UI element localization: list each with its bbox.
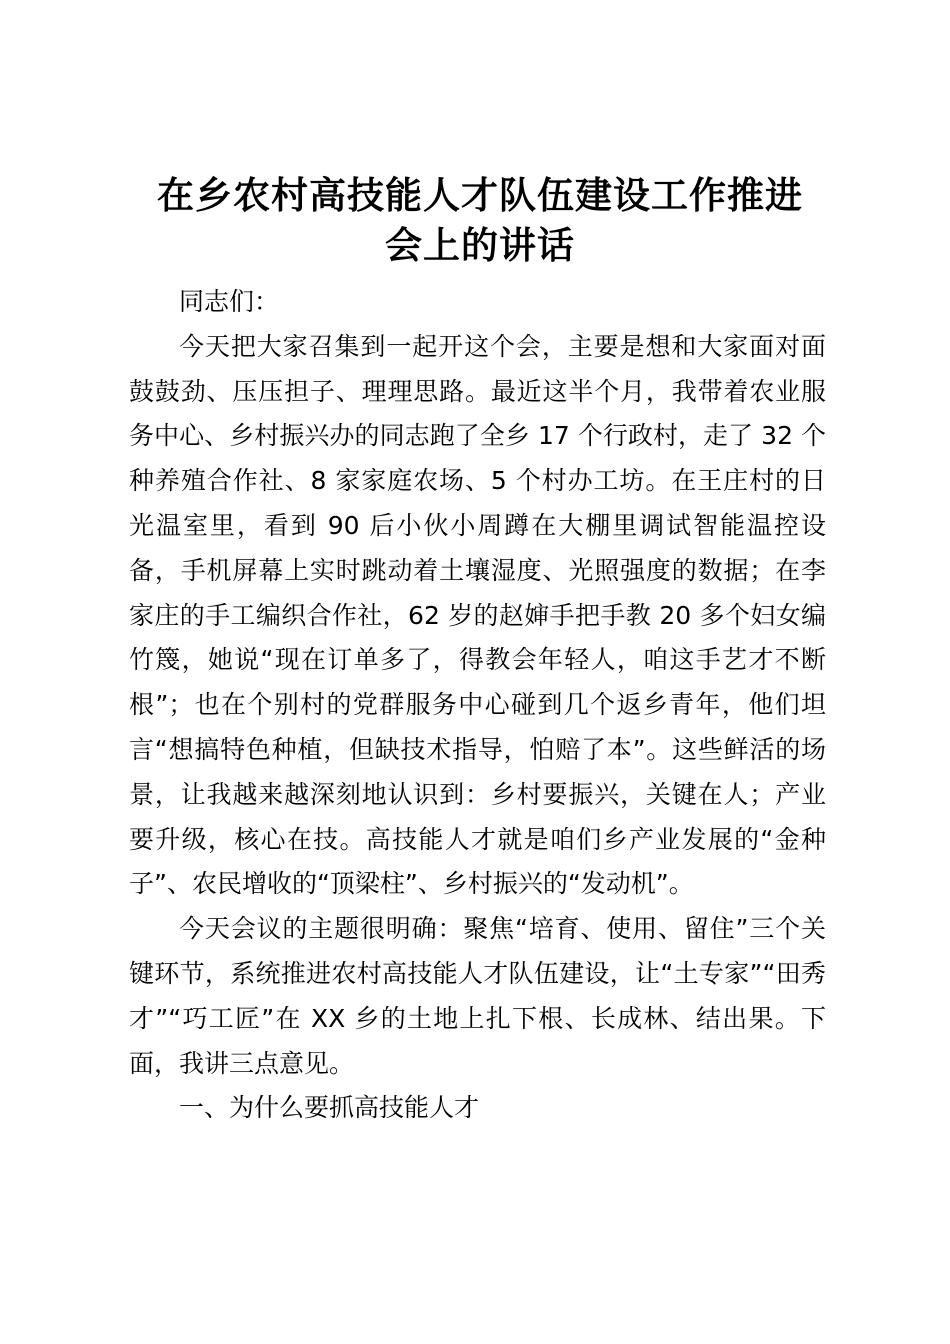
paragraph-1: 今天把大家召集到一起开这个会，主要是想和大家面对面鼓鼓劲、压压担子、理理思路。最近这半个月，我带着农业服务中心、乡村振兴办的同志跑了全乡 17 个行政村，走了 32 个种养殖合作社、8 家家庭农场、5 个村办工坊。在王庄村的日光温室里，看到 90 后小伙小周蹲在大棚里调试智能温控设备，手机屏幕上实时跳动着土壤湿度、光照强度的数据；在李家庄的手工编织合作社，62 岁的赵婶手把手教 20 多个妇女编竹篾，她说“现在订单多了，得教会年轻人，咱这手艺才不断根”；也在个别村的党群服务中心碰到几个返乡青年，他们坦言“想搞特色种植，但缺技术指导，怕赔了本”。这些鲜活的场景，让我越来越深刻地认识到：乡村要振兴，关键在人；产业要升级，核心在技。高技能人才就是咱们乡产业发展的“金种子”、农民增收的“顶梁柱”、乡村振兴的“发动机”。 [129, 331, 826, 899]
section-heading-1: 一、为什么要抓高技能人才 [179, 1093, 480, 1123]
title-line-2: 会上的讲话 [385, 223, 575, 267]
paragraph-2: 今天会议的主题很明确：聚焦“培育、使用、留住”三个关键环节，系统推进农村高技能人才队伍建设，让“土专家”“田秀才”“巧工匠”在 XX 乡的土地上扎下根、长成林、结出果。下面，我讲三点意见。 [129, 914, 826, 1078]
greeting: 同志们： [179, 287, 280, 316]
document-title [110, 170, 850, 270]
title-line-1: 在乡农村高技能人才队伍建设工作推进 [157, 173, 803, 217]
document-body [129, 280, 826, 1131]
